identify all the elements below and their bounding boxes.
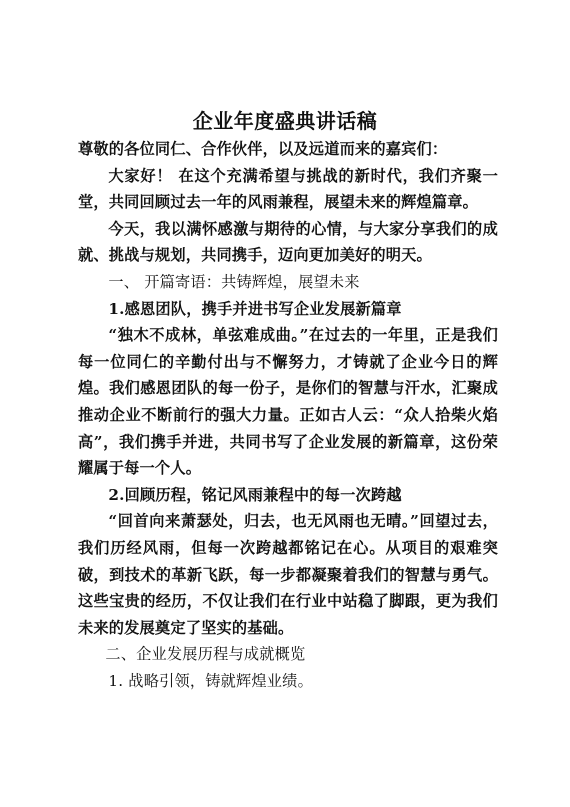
salutation: 尊敬的各位同仁、合作伙伴，以及远道而来的嘉宾们： [78,140,448,158]
subheading-2-1: 1. 战略引领，铸就辉煌业绩。 [108,671,313,690]
section-heading-2: 二、企业发展历程与成就概览 [105,645,306,664]
subheading-1-1: 1.感恩团队，携手并进书写企业发展新篇章 [108,299,402,318]
greeting-paragraph: 大家好！ 在这个充满希望与挑战的新时代，我们齐聚一堂，共同回顾过去一年的风雨兼程，展望未来的辉煌篇章。 [78,166,498,212]
body-paragraph-1: “独木不成林，单弦难成曲。”在过去的一年里，正是我们每一位同仁的辛勤付出与不懈努力，才铸就了企业今日的辉煌。我们感恩团队的每一份子，是你们的智慧与汗水，汇聚成推动企业不断前行的强大力量。正如古人云：“众人拾柴火焰高”，我们携手并进，共同书写了企业发展的新篇章，这份荣耀属于每一个人。 [78,326,498,478]
section-heading-1: 一、 开篇寄语：共铸辉煌，展望未来 [108,272,360,291]
document-title: 企业年度盛典讲话稿 [192,109,378,133]
body-paragraph-2: “回首向来萧瑟处，归去，也无风雨也无晴。”回望过去，我们历经风雨，但每一次跨越都铭记在心。从项目的艰难突破，到技术的革新飞跃，每一步都凝聚着我们的智慧与勇气。这些宝贵的经历，不仅让我们在行业中站稳了脚跟，更为我们未来的发展奠定了坚实的基础。 [78,512,498,637]
document-body [78,136,498,694]
intro-paragraph: 今天，我以满怀感激与期待的心情，与大家分享我们的成就、挑战与规划，共同携手，迈向更加美好的明天。 [78,219,498,265]
subheading-1-2: 2.回顾历程，铭记风雨兼程中的每一次跨越 [108,485,402,504]
